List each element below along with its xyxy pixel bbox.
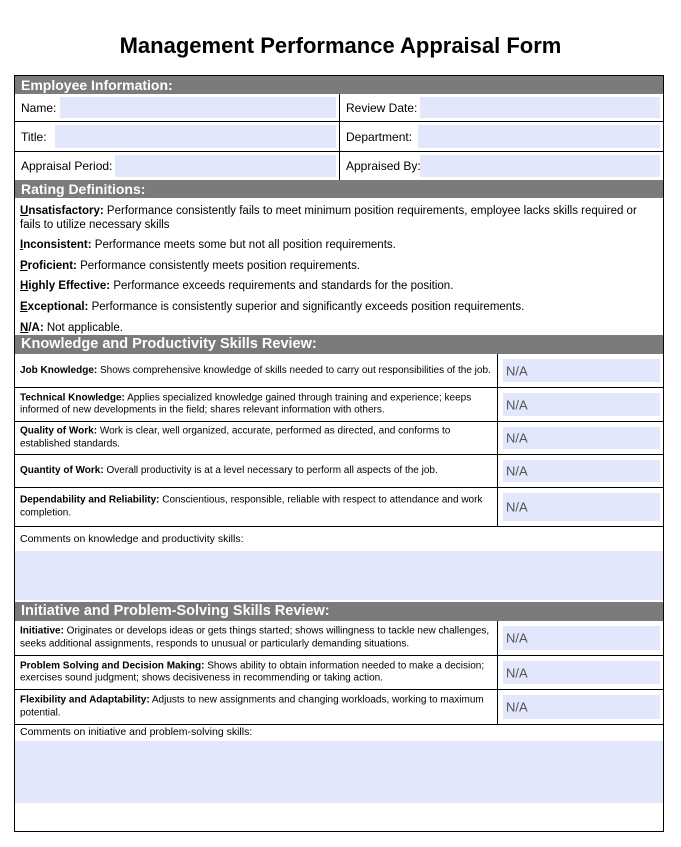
rating-value: N/A: [506, 397, 528, 412]
definition-key-rest: xceptional:: [27, 301, 89, 313]
knowledge-comments-label: Comments on knowledge and productivity skills:: [20, 533, 244, 545]
rating-field[interactable]: [497, 354, 664, 387]
appraisal-period-field[interactable]: [15, 152, 340, 180]
rating-field[interactable]: [497, 455, 664, 487]
rating-value: N/A: [506, 499, 528, 515]
skill-row-initiative: [15, 621, 663, 656]
skill-text: Shows comprehensive knowledge of skills needed to carry out responsibilities of the job.: [97, 364, 491, 376]
skill-label: Flexibility and Adaptability:: [20, 694, 150, 706]
department-label: Department:: [346, 129, 413, 144]
appraisal-period-input[interactable]: [115, 155, 336, 177]
definition-key-first: U: [20, 205, 29, 217]
definition-key-first: I: [20, 239, 24, 251]
review-date-input[interactable]: [420, 97, 660, 118]
rating-field[interactable]: [497, 488, 664, 526]
definition-text: Performance exceeds requirements and standards for the position.: [110, 280, 454, 292]
skill-label: Problem Solving and Decision Making:: [20, 660, 205, 671]
rating-value: N/A: [506, 665, 528, 680]
initiative-comments-input[interactable]: [15, 741, 663, 803]
rating-value: N/A: [506, 699, 528, 715]
rating-field[interactable]: [497, 422, 664, 454]
section-header-employee: Employee Information:: [15, 76, 663, 94]
appraised-by-field[interactable]: [340, 152, 663, 180]
initiative-comments-label: Comments on initiative and problem-solving skills:: [20, 726, 253, 738]
knowledge-comments: [15, 527, 663, 602]
title-input[interactable]: [55, 125, 336, 148]
definition-text: Performance consistently meets position requirements.: [76, 260, 361, 272]
definition-text: Not applicable.: [43, 322, 123, 334]
definition-key-first: E: [20, 301, 28, 313]
skill-text: Conscientious, responsible, reliable with respect to attendance and work completion.: [20, 494, 483, 518]
skill-text: Originates or develops ideas or gets things started; shows willingness to tackle new challenges, seeks additional assignments, responds to unusual or particularly demanding situations.: [20, 625, 490, 649]
definition-inconsistent: [20, 238, 660, 252]
employee-row-2: [15, 122, 663, 152]
section-header-initiative: Initiative and Problem-Solving Skills Review:: [15, 602, 663, 621]
appraisal-form: [14, 75, 664, 832]
definition-key-rest: ighly Effective:: [28, 280, 111, 292]
definition-highly-effective: [20, 279, 660, 293]
skill-label: Quantity of Work:: [20, 464, 104, 476]
page-title: Management Performance Appraisal Form: [119, 33, 562, 58]
rating-field[interactable]: [497, 388, 664, 421]
definition-key-rest: nconsistent:: [23, 239, 92, 251]
skill-text: Work is clear, well organized, accurate, performed as directed, and conforms to established standards.: [20, 425, 451, 449]
employee-row-3: [15, 152, 663, 181]
skill-row-technical-knowledge: [15, 388, 663, 422]
skill-label: Technical Knowledge:: [20, 392, 125, 403]
skill-row-job-knowledge: [15, 354, 663, 388]
skill-row-quantity-of-work: [15, 455, 663, 488]
skill-row-flexibility: [15, 690, 663, 725]
department-input[interactable]: [418, 125, 660, 148]
skill-label: Dependability and Reliability:: [20, 494, 160, 506]
skill-label: Job Knowledge:: [20, 364, 98, 376]
skill-text: Overall productivity is at a level necessary to perform all aspects of the job.: [103, 464, 438, 476]
skill-text: Adjusts to new assignments and changing workloads, working to maximum potential.: [20, 694, 484, 718]
definition-unsatisfactory: [20, 204, 660, 232]
name-input[interactable]: [60, 97, 336, 118]
definition-proficient: [20, 259, 660, 273]
rating-value: N/A: [506, 430, 528, 446]
title-label: Title:: [21, 129, 47, 144]
skill-label: Quality of Work:: [20, 425, 98, 437]
name-label: Name:: [21, 100, 57, 115]
definition-key-rest: /A:: [28, 322, 44, 334]
title-field[interactable]: [15, 122, 340, 151]
definition-exceptional: [20, 300, 660, 314]
section-header-knowledge: Knowledge and Productivity Skills Review:: [15, 335, 663, 354]
appraisal-period-label: Appraisal Period:: [21, 159, 113, 173]
skill-text: Shows ability to obtain information needed to make a decision; exercises sound judgment; shows decisiveness in recommending or taking action.: [20, 660, 485, 684]
department-field[interactable]: [340, 122, 663, 151]
rating-value: N/A: [506, 363, 528, 378]
skill-text: Applies specialized knowledge gained through training and experience; keeps informed of new developments in the field; shares relevant information with others.: [20, 392, 472, 416]
definition-text: Performance is consistently superior and significantly exceeds position requirements.: [88, 301, 525, 313]
definition-key-first: N: [20, 322, 29, 334]
employee-row-1: [15, 94, 663, 122]
definition-text: Performance meets some but not all position requirements.: [91, 239, 396, 251]
definition-key-first: H: [20, 280, 29, 292]
skill-row-quality-of-work: [15, 422, 663, 455]
skill-row-problem-solving: [15, 656, 663, 690]
rating-value: N/A: [506, 463, 528, 479]
definition-key-rest: roficient:: [27, 260, 77, 272]
review-date-field[interactable]: [340, 94, 663, 121]
rating-field[interactable]: [497, 656, 664, 689]
section-header-ratings: Rating Definitions:: [15, 180, 663, 198]
rating-field[interactable]: [497, 621, 664, 655]
rating-field[interactable]: [497, 690, 664, 724]
appraised-by-input[interactable]: [420, 155, 660, 177]
initiative-comments: [15, 725, 663, 831]
definition-key-first: P: [20, 260, 28, 272]
knowledge-comments-input[interactable]: [15, 551, 663, 600]
rating-value: N/A: [506, 630, 528, 646]
review-date-label: Review Date:: [346, 100, 418, 115]
definition-text: Performance consistently fails to meet minimum position requirements, employee lacks skills required or fails to utilize necessary skills: [20, 205, 637, 231]
definition-na: [20, 321, 660, 335]
skill-row-dependability: [15, 488, 663, 527]
definition-key-rest: nsatisfactory:: [28, 205, 104, 217]
name-field[interactable]: [15, 94, 340, 121]
appraised-by-label: Appraised By:: [346, 159, 421, 173]
skill-label: Initiative:: [20, 625, 64, 637]
